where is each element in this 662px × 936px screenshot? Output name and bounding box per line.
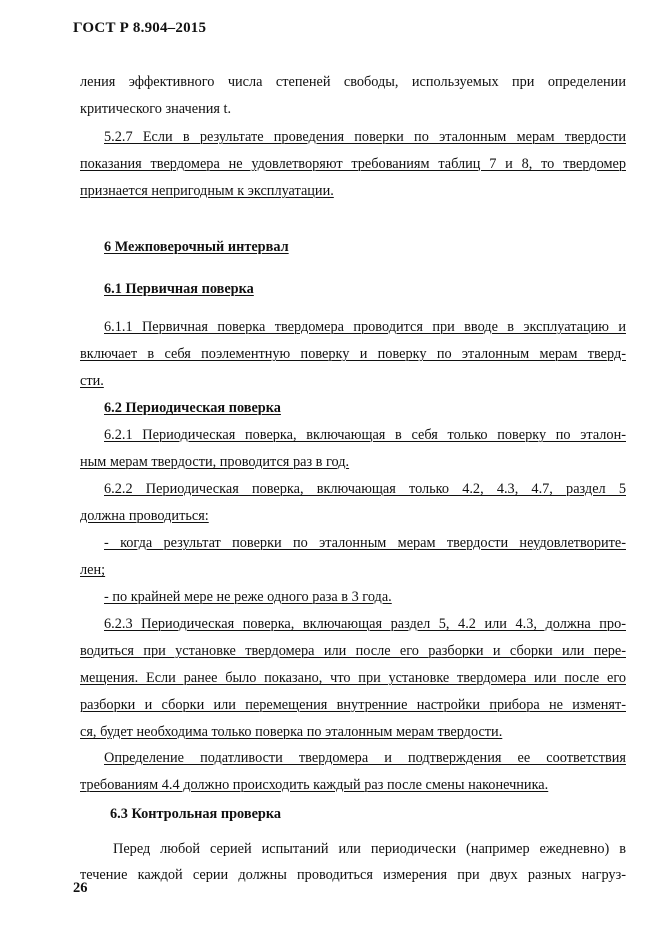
text-line: ным мерам твердости, проводится раз в год. xyxy=(80,454,350,470)
text-line: Перед любой серией испытаний или периодически (например ежедневно) в xyxy=(113,841,626,857)
text-line: водиться при установке твердомера или после его разборки и сборки или пере- xyxy=(80,643,626,659)
text-line: течение каждой серии должны проводиться измерения при двух разных нагруз- xyxy=(80,867,626,883)
text-line: 5.2.7 Если в результате проведения поверки по эталонным мерам твердости xyxy=(104,129,626,145)
section-heading: 6.3 Контрольная проверка xyxy=(110,806,282,822)
text-line: мещения. Если ранее было показано, что при установке твердомера или после его xyxy=(80,670,626,686)
text-line: 6.2.3 Периодическая поверка, включающая раздел 5, 4.2 или 4.3, должна про- xyxy=(104,616,626,632)
text-line: должна проводиться: xyxy=(80,508,209,524)
text-line: - по крайней мере не реже одного раза в 3 года. xyxy=(104,589,392,605)
text-line: включает в себя поэлементную поверку и поверку по эталонным мерам тверд- xyxy=(80,346,626,362)
text-line: ся, будет необходима только поверка по эталонным мерам твердости. xyxy=(80,724,503,740)
text-line: ления эффективного числа степеней свободы, используемых при определении xyxy=(80,74,626,90)
text-line: 6.2.2 Периодическая поверка, включающая только 4.2, 4.3, 4.7, раздел 5 xyxy=(104,481,626,497)
text-line: признается непригодным к эксплуатации. xyxy=(80,183,334,199)
text-line: разборки и сборки или перемещения внутренние настройки прибора не изменят- xyxy=(80,697,626,713)
text-line: критического значения t. xyxy=(80,101,232,117)
text-line: сти. xyxy=(80,373,104,389)
section-heading: 6.1 Первичная поверка xyxy=(104,281,254,297)
text-line: 6.1.1 Первичная поверка твердомера проводится при вводе в эксплуатацию и xyxy=(104,319,626,335)
section-heading: 6.2 Периодическая поверка xyxy=(104,400,281,416)
section-heading: 6 Межповерочный интервал xyxy=(104,239,289,255)
text-line: Определение податливости твердомера и подтверждения ее соответствия xyxy=(104,750,626,766)
text-line: лен; xyxy=(80,562,106,578)
text-line: показания твердомера не удовлетворяют требованиям таблиц 7 и 8, то твердомер xyxy=(80,156,626,172)
text-line: - когда результат поверки по эталонным мерам твердости неудовлетворите- xyxy=(104,535,626,551)
text-line: 6.2.1 Периодическая поверка, включающая в себя только поверку по эталон- xyxy=(104,427,626,443)
text-line: требованиям 4.4 должно происходить каждый раз после смены наконечника. xyxy=(80,777,549,793)
document-header: ГОСТ Р 8.904–2015 xyxy=(73,20,207,36)
page-number: 26 xyxy=(73,880,88,896)
